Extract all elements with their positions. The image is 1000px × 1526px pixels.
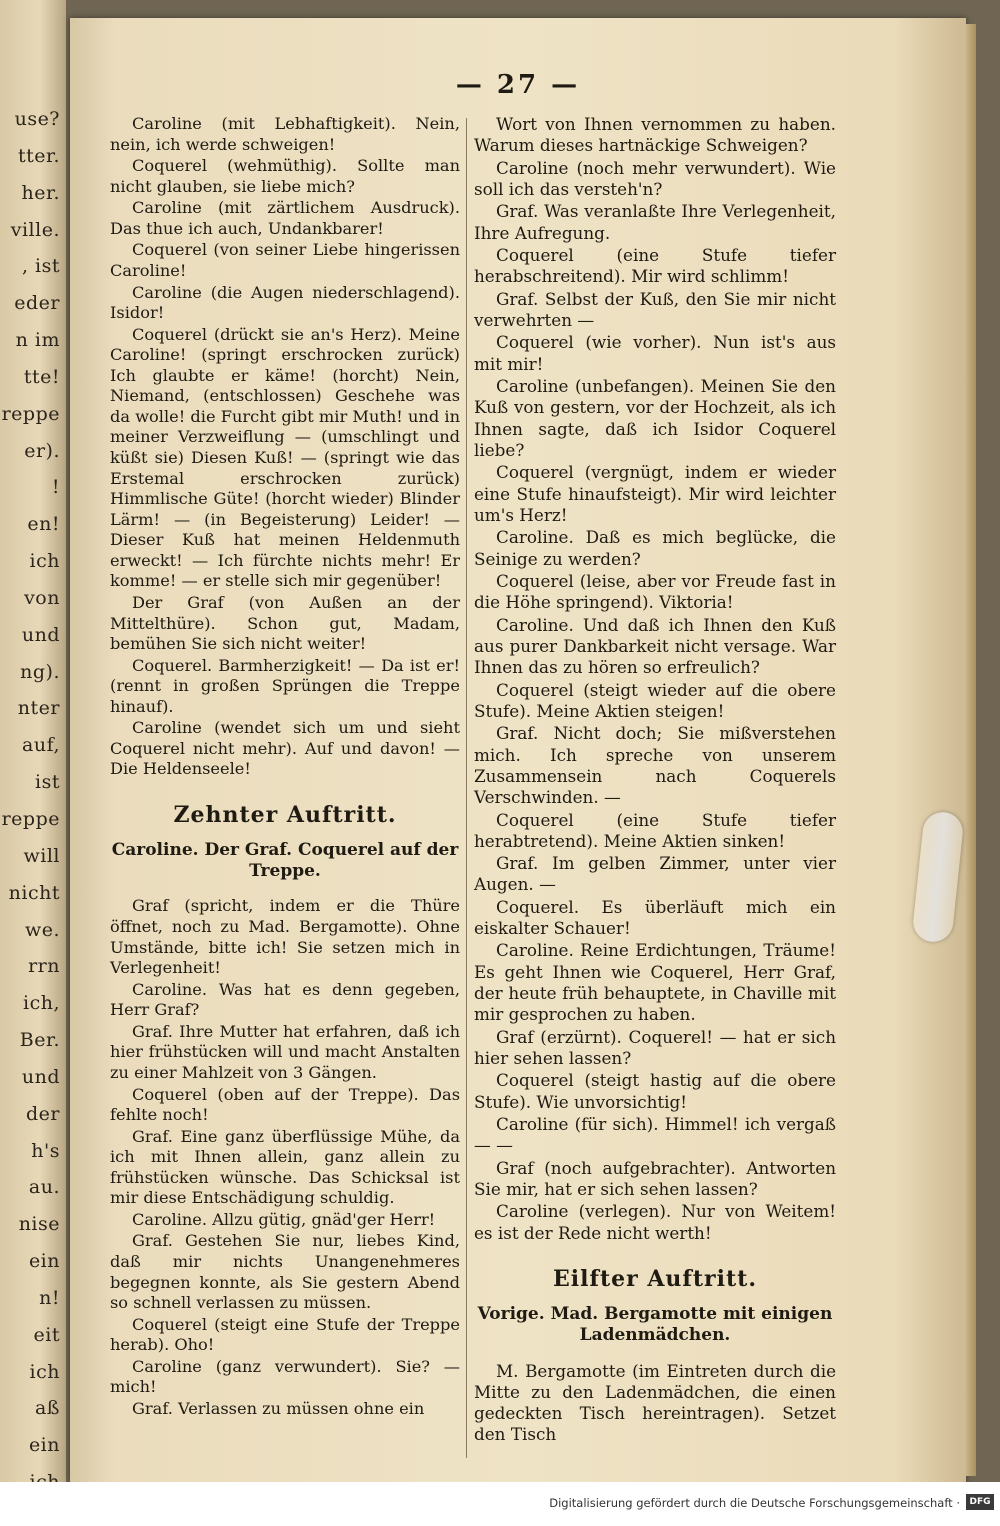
page-stack-edge xyxy=(966,24,976,1476)
margin-fragment: n im xyxy=(15,329,60,352)
paragraph: Coquerel (wie vorher). Nun ist's aus mit mir! xyxy=(474,332,836,374)
margin-fragment: eder xyxy=(14,292,60,315)
paragraph: Coquerel (drückt sie an's Herz). Meine Caroline! (springt erschrocken zurück) Ich glaubte er käme! (horcht) Nein, Niemand, (entschlossen) Geschehe was da wolle! die Furcht gibt mir Muth! und in meiner Verzweiflung — (umschlingt und küßt sie) Diesen Kuß! — (springt wie das Erstemal erschrocken zurück) Himmlische Güte! (horcht wieder) Blinder Lärm! — (in Begeisterung) Leider! — Dieser Kuß hat meinen Heldenmuth erweckt! — Ich fürchte nichts mehr! Er komme! — er stelle sich mir gegenüber! xyxy=(110,324,460,591)
margin-fragment: ville. xyxy=(10,218,60,241)
margin-fragment: n! xyxy=(39,1286,60,1309)
dfg-logo-icon: DFG xyxy=(966,1494,994,1510)
margin-fragment: der xyxy=(26,1102,60,1125)
paragraph: Caroline. Allzu gütig, gnäd'ger Herr! xyxy=(132,1209,436,1229)
paragraph: Graf. Nicht doch; Sie mißverstehen mich. Ich spreche von unserem Zusammensein nach Coquerels Verschwinden. — xyxy=(474,723,836,808)
margin-fragment: aß xyxy=(34,1397,60,1420)
paragraph: Caroline (die Augen niederschlagend). Isidor! xyxy=(110,282,460,323)
cast-list: Vorige. Mad. Bergamotte mit einigen Ladenmädchen. xyxy=(477,1304,833,1346)
scene-heading: Zehnter Auftritt. xyxy=(173,802,397,828)
paragraph: Coquerel (eine Stufe tiefer herabtretend). Meine Aktien sinken! xyxy=(474,809,836,851)
margin-fragment: er). xyxy=(24,439,60,462)
right-column xyxy=(474,114,836,1447)
margin-fragment: ich xyxy=(29,1360,60,1383)
paragraph: Caroline. Daß es mich beglücke, die Seinige zu werden? xyxy=(474,527,836,569)
margin-fragment: Ber. xyxy=(19,1029,60,1052)
margin-fragment: rrn xyxy=(28,955,60,978)
paragraph: Coquerel. Es überläuft mich ein eiskalter Schauer! xyxy=(474,896,836,939)
paragraph: Caroline (wendet sich um und sieht Coquerel nicht mehr). Auf und davon! — Die Heldenseele! xyxy=(110,718,460,779)
margin-fragment: nicht xyxy=(8,881,60,904)
left-column xyxy=(110,114,460,1421)
paragraph: Caroline (noch mehr verwundert). Wie soll ich das versteh'n? xyxy=(474,157,836,199)
margin-fragment: eit xyxy=(33,1323,60,1346)
funding-notice: Digitalisierung gefördert durch die Deutsche Forschungsgemeinschaft · xyxy=(549,1496,960,1510)
previous-page-edge xyxy=(0,0,66,1482)
paragraph: Caroline (unbefangen). Meinen Sie den Kuß von gestern, vor der Hochzeit, als ich Ihnen sagte, daß ich Isidor Coquerel liebe? xyxy=(474,375,836,460)
margin-fragment: von xyxy=(24,586,60,609)
paragraph: Caroline. Was hat es denn gegeben, Herr Graf? xyxy=(110,979,460,1020)
margin-fragment: nise xyxy=(18,1213,60,1236)
paragraph: Coquerel. Barmherzigkeit! — Da ist er! (rennt in großen Sprüngen die Treppe hinauf). xyxy=(110,655,460,716)
margin-fragment: ng). xyxy=(20,660,60,683)
paragraph: Caroline. Und daß ich Ihnen den Kuß aus purer Dankbarkeit nicht versage. War Ihnen das zu hören so erfreulich? xyxy=(474,614,836,678)
margin-fragment: ist xyxy=(35,771,60,794)
paragraph: Coquerel (vergnügt, indem er wieder eine Stufe hinaufsteigt). Mir wird leichter um's Herz! xyxy=(474,462,836,525)
cast-list: Caroline. Der Graf. Coquerel auf der Treppe. xyxy=(111,839,459,882)
margin-fragment: we. xyxy=(24,918,60,941)
paragraph: Graf. Im gelben Zimmer, unter vier Augen. — xyxy=(474,853,836,895)
margin-fragment: use? xyxy=(14,108,60,130)
paragraph: Graf. Was veranlaßte Ihre Verlegenheit, Ihre Aufregung. xyxy=(474,201,836,243)
footer-bar xyxy=(0,1482,1000,1526)
margin-fragment: und xyxy=(21,1065,60,1088)
margin-fragment: au. xyxy=(28,1176,60,1199)
margin-fragment: ! xyxy=(51,476,60,499)
margin-fragment: nter xyxy=(17,697,60,720)
paragraph: Graf. Eine ganz überflüssige Mühe, da ich mit Ihnen allein, ganz allein zu frühstücken wünsche. Das Schicksal ist mir diese Entschädigung schuldig. xyxy=(110,1126,460,1208)
paragraph: Coquerel (oben auf der Treppe). Das fehlte noch! xyxy=(110,1084,460,1125)
margin-fragment: ich, xyxy=(23,992,60,1015)
margin-fragment: auf, xyxy=(22,734,60,757)
margin-fragment: , ist xyxy=(21,255,60,278)
margin-fragment: ein xyxy=(28,1434,60,1457)
margin-fragment: will xyxy=(23,844,60,867)
paragraph: Graf. Verlassen zu müssen ohne ein xyxy=(132,1398,425,1418)
paragraph: Coquerel (eine Stufe tiefer herabschreitend). Mir wird schlimm! xyxy=(474,244,836,287)
paragraph: Coquerel (wehmüthig). Sollte man nicht glauben, sie liebe mich? xyxy=(110,156,460,196)
paragraph: Coquerel (leise, aber vor Freude fast in die Höhe springend). Viktoria! xyxy=(474,570,836,613)
paragraph: Caroline (ganz verwundert). Sie? — mich! xyxy=(110,1356,460,1397)
paragraph: Caroline (mit zärtlichem Ausdruck). Das thue ich auch, Undankbarer! xyxy=(110,198,460,238)
margin-fragment: tter. xyxy=(17,144,60,167)
paragraph: Caroline (für sich). Himmel! ich vergaß — — xyxy=(474,1114,836,1156)
page-number: — 27 — xyxy=(455,70,581,100)
margin-fragment: tte! xyxy=(23,365,60,388)
margin-fragment: und xyxy=(21,623,60,646)
paragraph: Graf (erzürnt). Coquerel! — hat er sich hier sehen lassen? xyxy=(474,1026,836,1069)
margin-fragment: en! xyxy=(27,513,60,536)
paragraph: Graf. Ihre Mutter hat erfahren, daß ich hier frühstücken will und macht Anstalten zu einer Mahlzeit von 3 Gängen. xyxy=(110,1021,460,1082)
paragraph: Caroline (mit Lebhaftigkeit). Nein, nein, ich werde schweigen! xyxy=(110,114,460,154)
margin-fragment: ich xyxy=(29,550,60,573)
paragraph: Graf (spricht, indem er die Thüre öffnet, noch zu Mad. Bergamotte). Ohne Umstände, bitte ich! Sie setzen mich in Verlegenheit! xyxy=(110,896,460,978)
paragraph: Coquerel (steigt wieder auf die obere Stufe). Meine Aktien steigen! xyxy=(474,679,836,721)
column-divider xyxy=(466,118,467,1458)
margin-fragment: her. xyxy=(21,181,60,204)
paragraph: Wort von Ihnen vernommen zu haben. Warum dieses hartnäckige Schweigen? xyxy=(474,114,836,156)
margin-fragment: reppe xyxy=(1,402,60,425)
margin-fragment: ein xyxy=(28,1250,60,1273)
paragraph: Der Graf (von Außen an der Mittelthüre). Schon gut, Madam, bemühen Sie sich nicht weiter! xyxy=(110,592,460,654)
paragraph: Graf (noch aufgebrachter). Antworten Sie mir, hat er sich sehen lassen? xyxy=(474,1157,836,1200)
paragraph: Coquerel (steigt hastig auf die obere Stufe). Wie unvorsichtig! xyxy=(474,1070,836,1112)
paragraph: Caroline. Reine Erdichtungen, Träume! Es geht Ihnen wie Coquerel, Herr Graf, der heute früh behauptete, in Chaville mit mir gesprochen zu haben. xyxy=(474,940,836,1025)
paragraph: Graf. Gestehen Sie nur, liebes Kind, daß mir nichts Unangenehmeres begegnen konnte, als Sie gestern Abend so schnell verlassen zu müssen. xyxy=(110,1231,460,1313)
paragraph: Coquerel (von seiner Liebe hingerissen Caroline! xyxy=(110,240,460,280)
paragraph: Coquerel (steigt eine Stufe der Treppe herab). Oho! xyxy=(110,1314,460,1355)
book-page xyxy=(70,18,966,1482)
margin-fragment: h's xyxy=(31,1139,60,1162)
paragraph: M. Bergamotte (im Eintreten durch die Mitte zu den Ladenmädchen, die einen gedeckten Tisch hereintragen). Setzet den Tisch xyxy=(474,1360,836,1445)
margin-fragment: reppe xyxy=(1,808,60,830)
scene-heading: Eilfter Auftritt. xyxy=(553,1266,757,1293)
paragraph: Graf. Selbst der Kuß, den Sie mir nicht verwehrten — xyxy=(474,288,836,330)
paragraph: Caroline (verlegen). Nur von Weitem! es ist der Rede nicht werth! xyxy=(474,1201,836,1243)
